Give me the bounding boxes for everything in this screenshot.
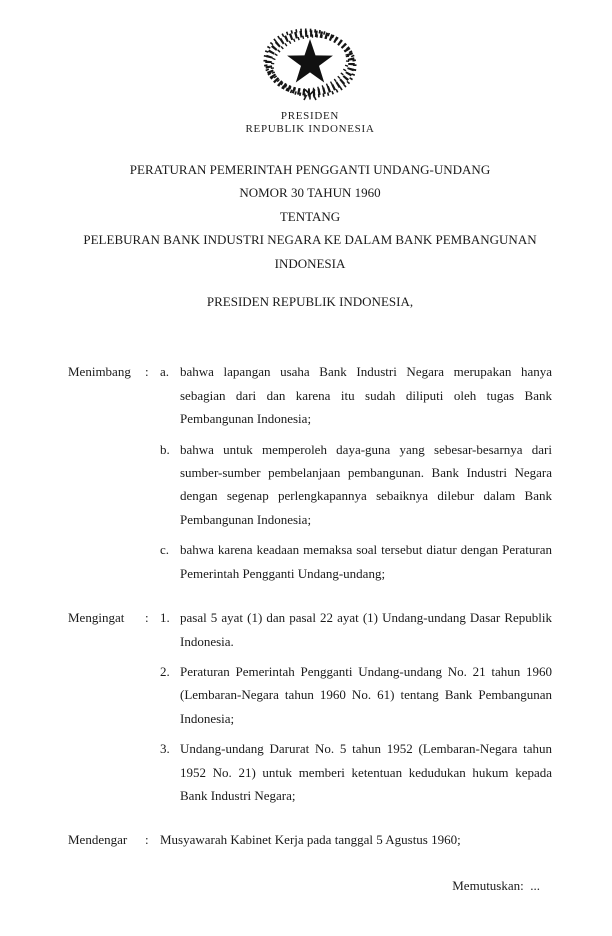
list-item (160, 538, 552, 585)
section-label: Mengingat (68, 610, 125, 626)
list-item (160, 438, 552, 532)
letterhead (68, 110, 552, 135)
section-colon: : (145, 364, 149, 380)
section-mendengar (68, 828, 552, 851)
item-text: bahwa lapangan usaha Bank Industri Negara merupakan hanya sebagian dari dan karena itu sudah diliputi oleh tugas Bank Pembangunan Indonesia; (180, 364, 552, 427)
title-line-number-year: NOMOR 30 TAHUN 1960 (239, 185, 381, 201)
item-marker: a. (160, 364, 170, 380)
section-label: Menimbang (68, 364, 131, 380)
title-line-regulation-type: PERATURAN PEMERINTAH PENGGANTI UNDANG-UNDANG (129, 162, 491, 177)
item-text: Peraturan Pemerintah Pengganti Undang-undang No. 21 tahun 1960 (Lembaran-Negara tahun 1960 No. 61) tentang Bank Pembangunan Indonesia; (180, 663, 552, 726)
list-item (160, 737, 552, 807)
letterhead-republik-indonesia: REPUBLIK INDONESIA (245, 122, 375, 135)
section-mengingat (68, 606, 552, 807)
letterhead-presiden: PRESIDEN (280, 110, 340, 122)
list-item (160, 660, 552, 730)
section-items (160, 360, 552, 585)
preamble (68, 360, 552, 851)
item-text: Undang-undang Darurat No. 5 tahun 1952 (Lembaran-Negara tahun 1952 No. 21) untuk memberi ketentuan kedudukan hukum kepada Bank Industri Negara; (180, 741, 552, 803)
title-line-subject-cont: INDONESIA (274, 255, 346, 271)
ribbon-bow-icon (304, 90, 316, 101)
list-item (160, 606, 552, 653)
section-colon: : (145, 610, 149, 626)
item-marker: 2. (160, 663, 170, 679)
section-colon: : (145, 832, 149, 848)
presidential-seal-emblem (260, 28, 360, 102)
item-marker: c. (160, 542, 170, 558)
section-menimbang (68, 360, 552, 585)
star-icon (287, 39, 333, 83)
item-text: bahwa untuk memperoleh daya-guna yang sebesar-besarnya dari sumber-sumber pembelanjaan pembangunan. Bank Industri Negara dengan segenap perlengkapannya sebaiknya dilebur dalam Bank Pembangunan Indonesia; (180, 441, 552, 527)
item-text: Musyawarah Kabinet Kerja pada tanggal 5 Agustus 1960; (160, 832, 461, 848)
item-text: bahwa karena keadaan memaksa soal tersebut diatur dengan Peraturan Pemerintah Pengganti Undang-undang; (180, 542, 552, 581)
section-items (160, 606, 552, 807)
item-marker: 1. (160, 610, 170, 626)
document-title (68, 158, 552, 275)
section-items (160, 828, 552, 851)
item-marker: b. (160, 441, 170, 457)
memutuskan-continuation: Memutuskan: ... (452, 877, 540, 893)
salutation: PRESIDEN REPUBLIK INDONESIA, (206, 294, 414, 310)
item-marker: 3. (160, 741, 170, 757)
list-item (160, 360, 552, 430)
list-item (160, 828, 552, 851)
section-label: Mendengar (68, 832, 128, 848)
title-line-subject: PELEBURAN BANK INDUSTRI NEGARA KE DALAM BANK PEMBANGUNAN (83, 232, 537, 248)
title-line-tentang: TENTANG (279, 208, 341, 224)
item-text: pasal 5 ayat (1) dan pasal 22 ayat (1) Undang-undang Dasar Republik Indonesia. (180, 610, 552, 649)
